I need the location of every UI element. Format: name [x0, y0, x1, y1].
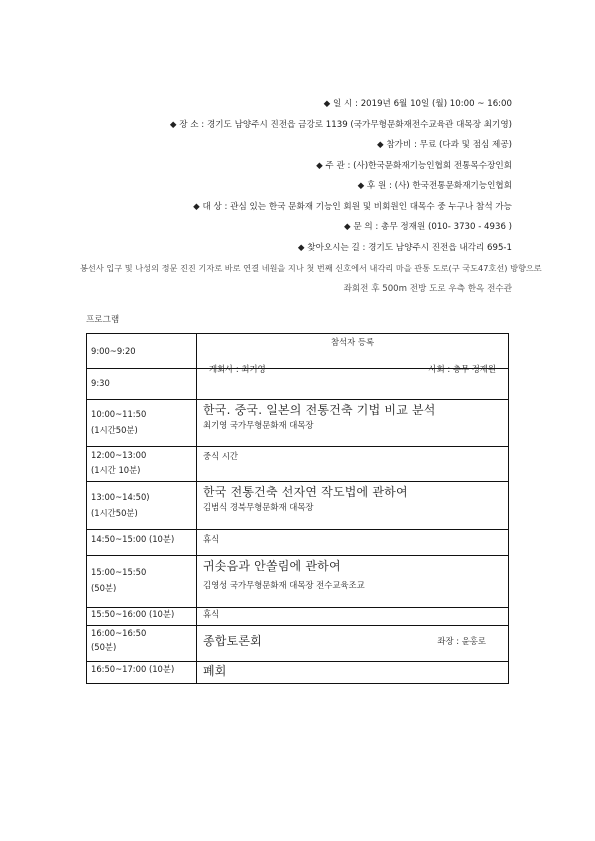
place-line — [80, 115, 512, 136]
session-title: 휴식 — [203, 534, 220, 544]
time-text: 12:00~13:00 — [91, 450, 147, 460]
program-label: 프로그램 — [86, 315, 120, 325]
session-speaker: 최기영 국가무형문화재 대목장 — [203, 420, 314, 430]
date-line — [80, 94, 512, 115]
session-title: 중식 시간 — [203, 451, 239, 461]
session-cell — [197, 662, 509, 684]
session-title: 휴식 — [203, 609, 220, 619]
table-row — [87, 626, 509, 662]
time-cell — [87, 608, 197, 626]
session-chair: 좌장 : 윤홍로 — [437, 635, 486, 646]
contact-label: ◆ 문 의 : — [344, 222, 379, 232]
time-cell — [87, 334, 197, 369]
session-cell — [197, 364, 509, 400]
time-text: 10:00~11:50 — [91, 409, 147, 419]
host-label: ◆ 주 관 : — [316, 160, 351, 171]
time-text: 15:00~15:50 — [91, 567, 147, 577]
place-value: 경기도 남양주시 진전읍 금강로 1139 (국가무형문화재전수교육관 대목장 최기영) — [206, 119, 512, 130]
time-cell — [87, 626, 197, 662]
session-cell — [197, 626, 509, 662]
session-speaker: 김영성 국가무형문화재 대목장 전수교육조교 — [203, 580, 365, 590]
date-value: 2019년 6월 10일 (월) 10:00 ~ 16:00 — [360, 99, 512, 109]
directions-line — [80, 238, 512, 259]
time-cell — [87, 447, 197, 482]
session-cell — [197, 482, 509, 530]
directions-note-2: 좌회전 후 500m 전방 도로 우측 한옥 전수관 — [343, 283, 512, 294]
target-value: 관심 있는 한국 문화재 기능인 회원 및 비회원인 대목수 중 누구나 참석 가능 — [230, 201, 512, 212]
session-title: 폐회 — [203, 664, 227, 678]
time-cell — [87, 400, 197, 447]
opening-speech: 개회사 : 최기영 — [209, 364, 266, 374]
session-title: 한국. 중국. 일본의 전통건축 기법 비교 분석 — [203, 403, 436, 417]
table-row — [87, 662, 509, 684]
contact-line — [80, 217, 512, 238]
host-value: (사)한국문화재기능인협회 전통목수장인회 — [353, 160, 512, 171]
program-table — [86, 333, 509, 684]
sponsor-line — [80, 176, 512, 197]
time-text: 9:30 — [91, 378, 110, 388]
duration-text: (50분) — [91, 642, 117, 652]
session-cell — [197, 447, 509, 482]
place-label: ◆ 장 소 : — [169, 119, 205, 130]
table-row — [87, 400, 509, 447]
sponsor-value: (사) 한국전통문화재기능인협회 — [394, 181, 512, 191]
time-cell — [87, 530, 197, 556]
fee-value: 무료 (다과 및 점심 제공) — [419, 140, 512, 150]
duration-text: (1시간 10분) — [91, 465, 141, 475]
time-text: 16:50~17:00 (10분) — [91, 664, 175, 674]
fee-label: ◆ 참가비 : — [377, 140, 417, 150]
moderator: 사회 : 총무 정재원 — [428, 364, 496, 374]
target-line — [80, 197, 512, 218]
time-cell — [87, 556, 197, 608]
duration-text: (50분) — [91, 583, 117, 593]
table-row — [87, 608, 509, 626]
table-row — [87, 530, 509, 556]
host-line — [80, 156, 512, 177]
time-text: 9:00~9:20 — [91, 346, 136, 356]
session-cell — [197, 530, 509, 556]
table-row — [87, 447, 509, 482]
time-text: 14:50~15:00 (10분) — [91, 534, 175, 544]
duration-text: (1시간50분) — [91, 508, 138, 518]
session-title: 한국 전통건축 선자연 작도법에 관하여 — [203, 485, 408, 499]
time-cell — [87, 662, 197, 684]
session-cell — [197, 556, 509, 608]
directions-note-1: 봉선사 입구 및 나성의 정문 진진 기자로 바로 연결 네원을 지나 첫 번째 신호에서 내각리 마을 관통 도로(구 국도47호선) 방향으로 — [80, 263, 542, 273]
table-row — [87, 482, 509, 530]
time-text: 13:00~14:50) — [91, 492, 150, 502]
duration-text: (1시간50분) — [91, 425, 138, 435]
fee-line — [80, 135, 512, 156]
session-cell — [197, 608, 509, 626]
contact-value: 총무 정재원 (010- 3730 - 4936 ) — [381, 222, 512, 232]
session-title: 귀솟음과 안쏠림에 관하여 — [203, 559, 341, 573]
sponsor-label: ◆ 후 원 : — [357, 181, 392, 191]
time-cell — [87, 482, 197, 530]
session-title: 참석자 등록 — [330, 337, 375, 347]
time-text: 15:50~16:00 (10분) — [91, 609, 175, 619]
date-label: ◆ 일 시 : — [323, 99, 358, 109]
target-label: ◆ 대 상 : — [193, 201, 228, 212]
session-cell — [197, 400, 509, 447]
time-cell — [87, 369, 197, 400]
table-row — [87, 556, 509, 608]
event-info — [80, 94, 542, 299]
session-speaker: 김범식 경북무형문화재 대목장 — [203, 502, 314, 512]
session-title: 종합토론회 — [203, 634, 262, 648]
directions-label: ◆ 찾아오시는 길 : — [297, 242, 366, 253]
time-text: 16:00~16:50 — [91, 628, 147, 638]
directions-value: 경기도 남양주시 진전읍 내각리 695-1 — [368, 242, 512, 253]
table-row — [87, 369, 509, 400]
